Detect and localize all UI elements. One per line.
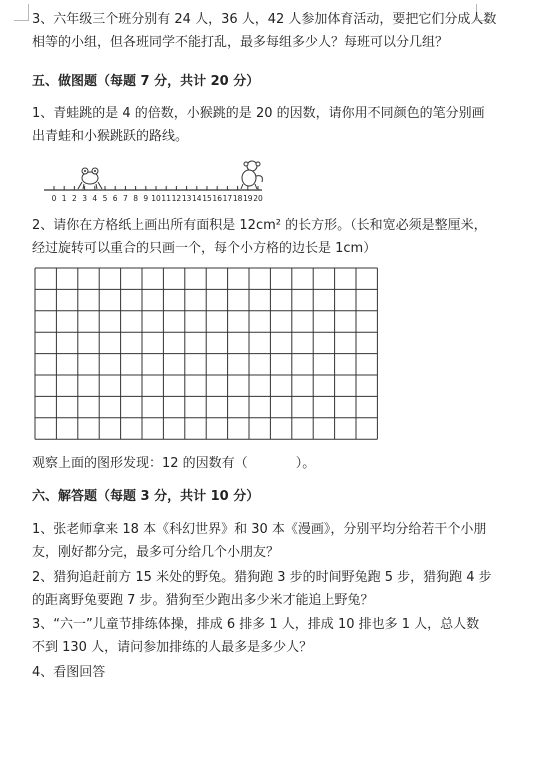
observe-suffix: ）。 [295,456,316,471]
question-3-line-2: 相等的小组，但各班同学不能打乱，最多每组多少人？每班可以分几组？ [32,35,449,50]
section-5-question-1-line-2: 出青蛙和小猴跳跃的路线。 [32,129,189,144]
number-line-label: 15 [202,194,212,203]
section-6-question-3-line-2: 不到 130 人，请问参加排练的人最多是多少人？ [32,640,313,655]
number-line-label: 0 [51,194,57,203]
number-line-label: 3 [82,194,87,203]
number-line-label: 2 [72,194,77,203]
section-5-question-1-line-1: 1、青蛙跳的是 4 的倍数，小猴跳的是 20 的因数，请你用不同颜色的笔分别画 [32,106,485,121]
observe-prefix: 观察上面的图形发现：12 的因数有（ [32,456,248,471]
section-5-heading: 五、做图题（每题 7 分，共计 20 分） [32,74,260,89]
number-line-label: 17 [222,194,233,203]
section-6-question-2-line-2: 的距离野兔要跑 7 步。猎狗至少跑出多少米才能追上野兔？ [32,593,374,608]
section-6-heading: 六、解答题（每题 3 分，共计 10 分） [32,489,260,504]
number-line-label: 19 [243,194,253,203]
number-line-label: 20 [253,194,263,203]
section-5-question-2-line-1: 2、请你在方格纸上画出所有面积是 12cm² 的长方形。（长和宽必须是整厘米， [32,218,487,233]
number-line-label: 10 [151,194,161,203]
number-line-figure [40,158,270,206]
section-5-question-2-line-2: 经过旋转可以重合的只画一个，每个小方格的边长是 1cm） [32,241,377,256]
number-line-label: 4 [92,194,98,203]
question-3-line-1: 3、六年级三个班分别有 24 人，36 人，42 人参加体育活动，要把它们分成人数 [32,12,497,27]
number-line-label: 14 [192,194,202,203]
number-line-label: 9 [143,194,149,203]
number-line-label: 6 [112,194,118,203]
monkey-icon [241,161,262,189]
section-6-question-2-line-1: 2、猎狗追赶前方 15 米处的野兔。猎狗跑 3 步的时间野兔跑 5 步，猎狗跑 4 步 [32,570,492,585]
number-line-label: 7 [123,194,128,203]
section-6-question-1-line-2: 友，刚好都分完，最多可分给几个小朋友？ [32,545,280,560]
number-line-label: 11 [161,194,171,203]
section-6-question-3-line-1: 3、“六一”儿童节排练体操，排成 6 排多 1 人，排成 10 排也多 1 人，总人数 [32,617,480,632]
observe-factors-line [32,452,480,475]
number-line-label: 1 [61,194,67,203]
frog-icon [78,168,102,189]
square-grid-paper [34,267,380,441]
number-line-label: 16 [212,194,222,203]
section-6-question-4-line-1: 4、看图回答 [32,665,106,680]
number-line-label: 12 [171,194,182,203]
number-line-label: 8 [133,194,138,203]
number-line-label: 5 [102,194,108,203]
crop-mark-top-left [14,4,29,21]
section-6-question-1-line-1: 1、张老师拿来 18 本《科幻世界》和 30 本《漫画》，分别平均分给若干个小朋 [32,522,487,537]
number-line-label: 13 [181,194,192,203]
number-line-label: 18 [232,194,243,203]
